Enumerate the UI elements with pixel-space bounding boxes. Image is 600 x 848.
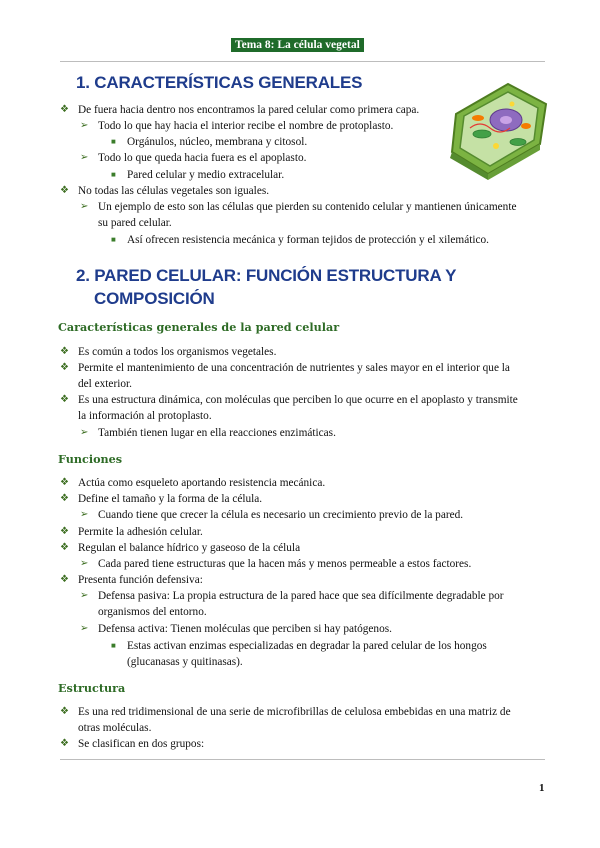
s1-line-7: Un ejemplo de esto son las células que pierden su contenido celular y mantienen únicamente: [98, 201, 517, 213]
s1-line-8: su pared celular.: [98, 217, 172, 229]
s1-line-9: Así ofrecen resistencia mecánica y forman tejidos de protección y el xilemático.: [127, 234, 489, 246]
sub3-line-1: Es una red tridimensional de una serie de microfibrillas de celulosa embebidas en una matriz de: [78, 706, 511, 718]
sub2-line-1: Actúa como esqueleto aportando resistencia mecánica.: [78, 477, 326, 489]
diamond-bullet-icon: ❖: [60, 493, 69, 504]
diamond-bullet-icon: ❖: [60, 185, 69, 196]
arrowhead-bullet-icon: ➢: [80, 558, 89, 569]
diamond-bullet-icon: ❖: [60, 362, 69, 373]
sub2-line-6: Cada pared tiene estructuras que la hacen más y menos permeable a estos factores.: [98, 558, 472, 570]
s1-line-2: Todo lo que hay hacia el interior recibe el nombre de protoplasto.: [98, 120, 394, 132]
sub2-title: Funciones: [58, 452, 123, 466]
diamond-bullet-icon: ❖: [60, 477, 69, 488]
s1-line-1: De fuera hacia dentro nos encontramos la pared celular como primera capa.: [78, 104, 420, 116]
arrowhead-bullet-icon: ➢: [80, 120, 89, 131]
arrowhead-bullet-icon: ➢: [80, 590, 89, 601]
diamond-bullet-icon: ❖: [60, 394, 69, 405]
sub2-line-11: Estas activan enzimas especializadas en degradar la pared celular de los hongos: [127, 640, 487, 652]
sub3-title: Estructura: [58, 681, 126, 695]
sub2-line-2: Define el tamaño y la forma de la célula.: [78, 493, 263, 505]
sub3-line-3: Se clasifican en dos grupos:: [78, 738, 205, 750]
arrowhead-bullet-icon: ➢: [80, 201, 89, 212]
arrowhead-bullet-icon: ➢: [80, 427, 89, 438]
diamond-bullet-icon: ❖: [60, 526, 69, 537]
diamond-bullet-icon: ❖: [60, 542, 69, 553]
square-bullet-icon: ■: [111, 235, 116, 244]
sub1-line-6: También tienen lugar en ella reacciones enzimáticas.: [98, 427, 336, 439]
sub1-line-3: del exterior.: [78, 378, 132, 390]
sub1-line-4: Es una estructura dinámica, con moléculas que perciben lo que ocurre en el apoplasto y transmite: [78, 394, 518, 406]
sub2-line-7: Presenta función defensiva:: [78, 574, 203, 586]
sub2-line-10: Defensa activa: Tienen moléculas que perciben si hay patógenos.: [98, 623, 392, 635]
section2-title-line1: 2. PARED CELULAR: FUNCIÓN ESTRUCTURA Y: [76, 266, 457, 285]
diamond-bullet-icon: ❖: [60, 574, 69, 585]
s1-line-6: No todas las células vegetales son iguales.: [78, 185, 270, 197]
diamond-bullet-icon: ❖: [60, 346, 69, 357]
plant-cell-illustration: [448, 74, 550, 180]
sub2-line-4: Permite la adhesión celular.: [78, 526, 203, 538]
diamond-bullet-icon: ❖: [60, 738, 69, 749]
sub1-line-5: la información al protoplasto.: [78, 410, 212, 422]
page-number: 1: [539, 782, 545, 794]
header-tag: Tema 8: La célula vegetal: [231, 38, 364, 52]
diamond-bullet-icon: ❖: [60, 706, 69, 717]
sub1-title: Características generales de la pared celular: [58, 320, 340, 334]
section1-title: 1. CARACTERÍSTICAS GENERALES: [76, 73, 363, 92]
arrowhead-bullet-icon: ➢: [80, 152, 89, 163]
s1-line-3: Orgánulos, núcleo, membrana y citosol.: [127, 136, 308, 148]
sub2-line-9: organismos del entorno.: [98, 606, 207, 618]
sub2-line-8: Defensa pasiva: La propia estructura de la pared hace que sea difícilmente degradable por: [98, 590, 504, 602]
sub2-line-5: Regulan el balance hídrico y gaseoso de la célula: [78, 542, 301, 554]
sub1-line-1: Es común a todos los organismos vegetales.: [78, 346, 277, 358]
square-bullet-icon: ■: [111, 137, 116, 146]
arrowhead-bullet-icon: ➢: [80, 509, 89, 520]
square-bullet-icon: ■: [111, 641, 116, 650]
sub2-line-12: (glucanasas y quitinasas).: [127, 656, 243, 668]
footer-rule: [60, 759, 545, 760]
s1-line-4: Todo lo que queda hacia fuera es el apoplasto.: [98, 152, 307, 164]
sub2-line-3: Cuando tiene que crecer la célula es necesario un crecimiento previo de la pared.: [98, 509, 464, 521]
sub1-line-2: Permite el mantenimiento de una concentración de nutrientes y sales mayor en el interior que la: [78, 362, 510, 374]
s1-line-5: Pared celular y medio extracelular.: [127, 169, 285, 181]
square-bullet-icon: ■: [111, 170, 116, 179]
diamond-bullet-icon: ❖: [60, 104, 69, 115]
section2-title-line2: COMPOSICIÓN: [94, 289, 215, 308]
arrowhead-bullet-icon: ➢: [80, 623, 89, 634]
sub3-line-2: otras moléculas.: [78, 722, 152, 734]
header-rule: [60, 61, 545, 62]
